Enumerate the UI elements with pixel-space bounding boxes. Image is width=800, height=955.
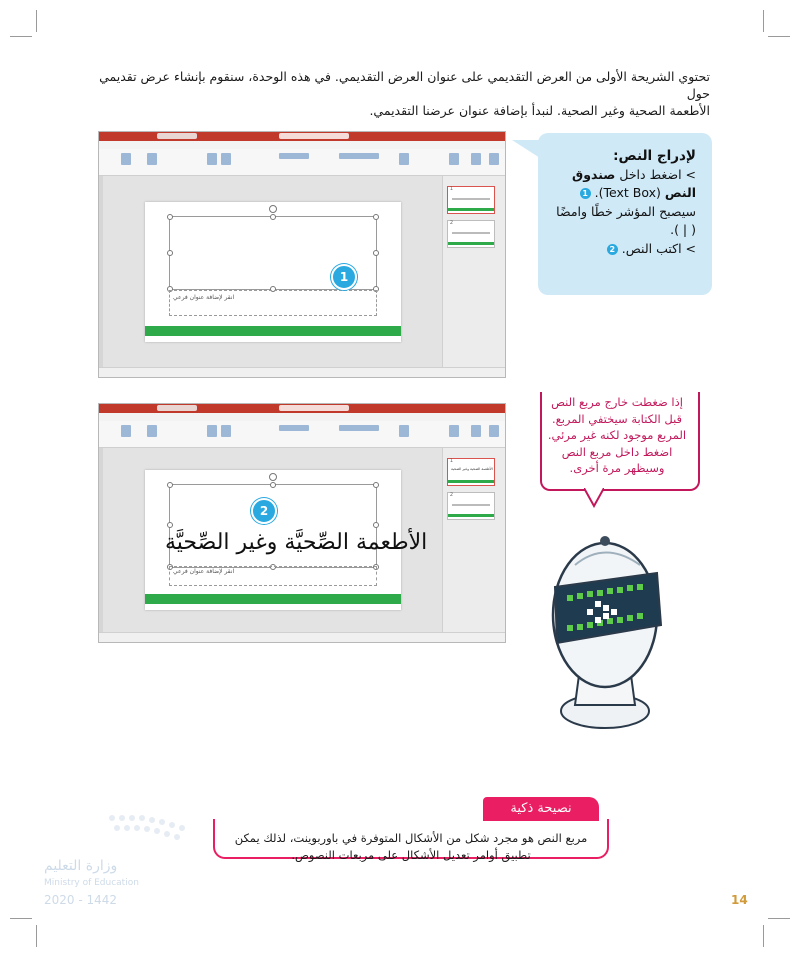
smart-tip-line-1: مربع النص هو مجرد شكل من الأشكال المتوفرة في باوربوينت، لذلك يمكن: [234, 831, 588, 845]
window-title: [157, 133, 197, 139]
slide-thumbnails: [442, 176, 505, 367]
resize-handle[interactable]: [167, 214, 173, 220]
slide-number-2: 2: [449, 492, 453, 498]
text-box-term: صندوق النص: [572, 166, 696, 200]
info-step-2: > اكتب النص. 2: [548, 240, 696, 259]
slide-canvas: [103, 448, 442, 632]
crop-mark: [763, 10, 764, 32]
note-bubble-tail: [584, 488, 604, 508]
intro-line-2: الأطعمة الصحية وغير الصحية. لنبدأ بإضافة عنوان عرضنا التقديمي.: [369, 103, 710, 118]
smart-tip-heading: نصيحة ذكية: [483, 797, 599, 821]
crop-mark: [10, 36, 32, 37]
page-number: 14: [731, 893, 748, 907]
watermark-ministry-ar: وزارة التعليم: [44, 858, 118, 874]
slide-number-1: 1: [449, 458, 453, 464]
resize-handle[interactable]: [270, 214, 276, 220]
slide-thumbnail-2[interactable]: [447, 492, 495, 520]
status-bar: [99, 367, 505, 377]
status-bar: [99, 632, 505, 642]
resize-handle[interactable]: [270, 482, 276, 488]
ribbon-tabs: [99, 141, 505, 149]
slide: [145, 202, 401, 342]
resize-handle[interactable]: [373, 214, 379, 220]
ribbon-tabs: [99, 413, 505, 421]
slide-thumbnails: [442, 448, 505, 632]
intro-paragraph: [90, 68, 710, 119]
slide-green-bar: [145, 326, 401, 336]
crop-mark: [36, 925, 37, 947]
info-heading: لإدراج النص:: [613, 148, 696, 164]
powerpoint-screenshot-1: [98, 131, 506, 378]
info-callout-tail: [512, 140, 540, 158]
powerpoint-screenshot-2: [98, 403, 506, 643]
crop-mark: [36, 10, 37, 32]
watermark-ministry-en: Ministry of Education: [44, 878, 139, 888]
slide-thumbnail-1[interactable]: [447, 458, 495, 486]
intro-line-1: تحتوي الشريحة الأولى من العرض التقديمي على عنوان العرض التقديمي. في هذه الوحدة، سنقوم بإنشاء عرض تقديمي حول: [99, 69, 710, 101]
note-text: إذا ضغطت خارج مربع النص قبل الكتابة سيختفي المربع. المربع موجود لكنه غير مرئي. اضغط داخل مربع النص وسيظهر مرة أخرى.: [547, 395, 687, 475]
slide-number-1: 1: [449, 186, 453, 192]
resize-handle[interactable]: [373, 250, 379, 256]
slide-number-2: 2: [449, 220, 453, 226]
slide: [145, 470, 428, 610]
ministry-logo-watermark: [42, 808, 202, 888]
slide-thumbnail-2[interactable]: [447, 220, 495, 248]
slide-title-text[interactable]: الأطعمة الصِّحيَّة وغير الصِّحيَّة: [165, 530, 428, 555]
step-marker-1: 1: [331, 264, 357, 290]
title-text-box[interactable]: [169, 484, 377, 568]
slide-canvas: [103, 176, 442, 367]
slide-thumbnail-1[interactable]: [447, 186, 495, 214]
resize-handle[interactable]: [167, 482, 173, 488]
resize-handle[interactable]: [373, 482, 379, 488]
resize-handle[interactable]: [167, 250, 173, 256]
watermark-year: 2020 - 1442: [44, 893, 118, 907]
info-callout-text: [548, 147, 696, 258]
subtitle-placeholder: انقر لإضافة عنوان فرعي: [173, 568, 235, 575]
search-box: [279, 405, 349, 411]
ribbon: [99, 421, 505, 448]
ribbon: [99, 149, 505, 176]
thumbnail-title: الأطعمة الصحية وغير الصحية: [451, 467, 493, 471]
crop-mark: [10, 918, 32, 919]
smart-tip-line-2: تطبيق أوامر تعديل الأشكال على مربعات النصوص.: [291, 848, 531, 862]
step-badge-1: 1: [580, 188, 591, 199]
crop-mark: [763, 925, 764, 947]
info-step-1: > اضغط داخل صندوق النص (Text Box). 1 سيصبح المؤشر خطًا وامضًا ( | ).: [556, 166, 696, 237]
window-title: [157, 405, 197, 411]
step-marker-2: 2: [251, 498, 277, 524]
search-box: [279, 133, 349, 139]
resize-handle[interactable]: [373, 522, 379, 528]
smart-tip-text: [225, 830, 597, 864]
slide-green-bar: [145, 594, 401, 604]
window-titlebar: [99, 404, 505, 413]
robot-mascot-icon: [545, 525, 665, 730]
crop-mark: [768, 36, 790, 37]
rotate-handle[interactable]: [269, 473, 277, 481]
subtitle-placeholder: انقر لإضافة عنوان فرعي: [173, 294, 235, 301]
resize-handle[interactable]: [167, 522, 173, 528]
crop-mark: [768, 918, 790, 919]
window-titlebar: [99, 132, 505, 141]
step-badge-2: 2: [607, 244, 618, 255]
rotate-handle[interactable]: [269, 205, 277, 213]
